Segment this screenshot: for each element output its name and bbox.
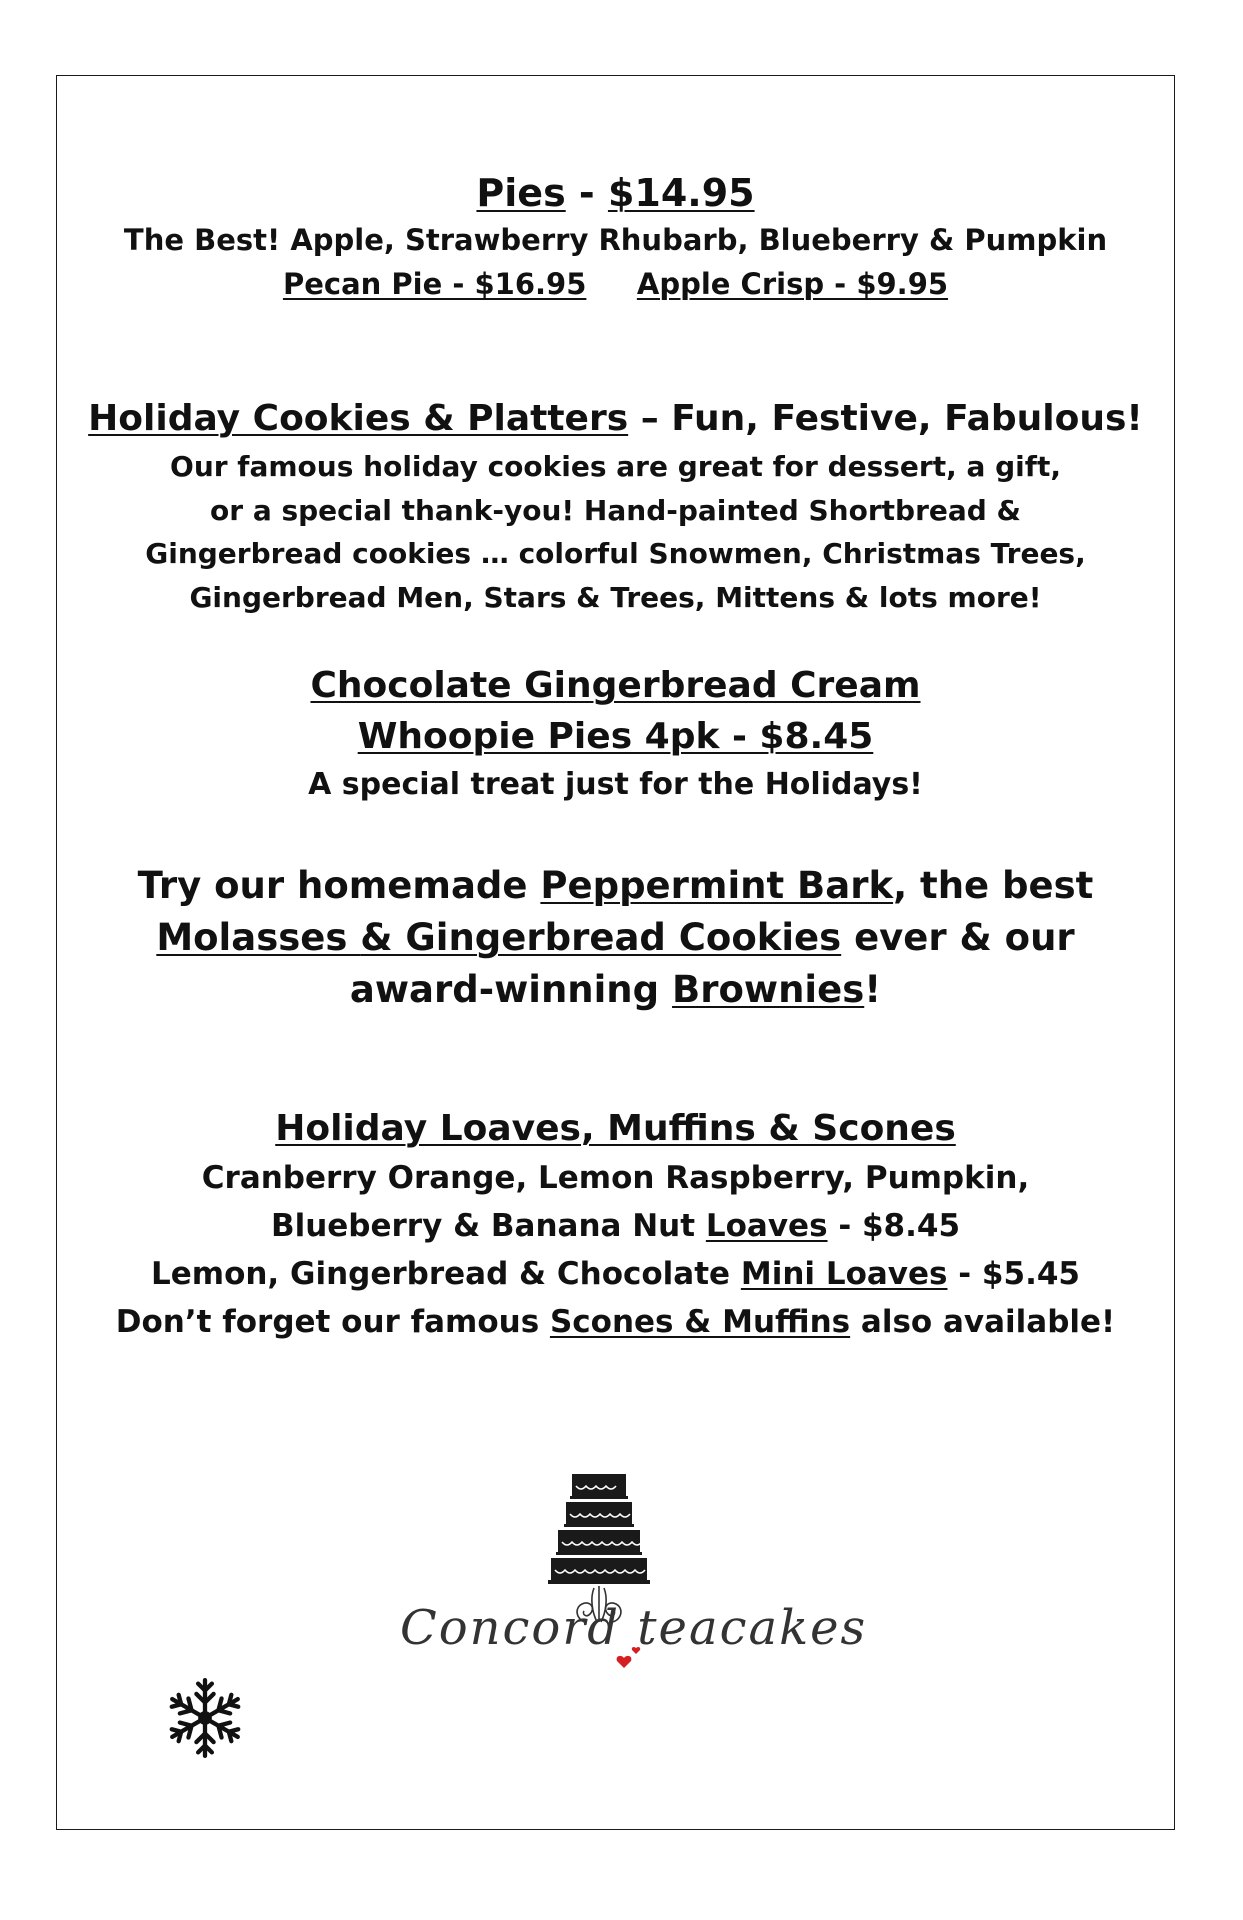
- loaves-section: [56, 1104, 1175, 1346]
- loaves-title: Holiday Loaves, Muffins & Scones: [275, 1108, 956, 1149]
- apple-crisp-price: Apple Crisp - $9.95: [636, 267, 949, 301]
- cookies-section: [56, 393, 1175, 619]
- pies-extras: [56, 262, 1175, 306]
- pecan-pie-price: Pecan Pie - $16.95: [282, 267, 587, 301]
- logo-wordmark: Concord teacakes: [400, 1600, 868, 1656]
- whoopie-section: [56, 660, 1175, 808]
- loaves-line: Cranberry Orange, Lemon Raspberry, Pumpkin,: [201, 1160, 1030, 1196]
- whoopie-title-2: Whoopie Pies 4pk - $8.45: [357, 716, 874, 757]
- pies-flavors: The Best! Apple, Strawberry Rhubarb, Blueberry & Pumpkin: [123, 223, 1108, 257]
- loaves-line: Don’t forget our famous Scones & Muffins also available!: [115, 1304, 1116, 1340]
- pies-title: Pies - $14.95: [476, 171, 755, 215]
- cookies-line: Gingerbread cookies … colorful Snowmen, Christmas Trees,: [145, 537, 1086, 570]
- specials-line-2: Molasses & Gingerbread Cookies ever & our: [156, 916, 1075, 959]
- loaves-line: Lemon, Gingerbread & Chocolate Mini Loaves - $5.45: [150, 1256, 1080, 1292]
- pies-section: [56, 168, 1175, 306]
- cookies-line: Gingerbread Men, Stars & Trees, Mittens & lots more!: [189, 580, 1042, 614]
- specials-section: [56, 860, 1175, 1016]
- cookies-line: Our famous holiday cookies are great for dessert, a gift,: [170, 450, 1061, 483]
- whoopie-description: A special treat just for the Holidays!: [308, 767, 923, 802]
- loaves-line: Blueberry & Banana Nut Loaves - $8.45: [270, 1208, 961, 1244]
- specials-line-1: Try our homemade Peppermint Bark, the best: [137, 864, 1094, 907]
- snowflake-icon: [162, 1675, 248, 1761]
- specials-line-3: award-winning Brownies!: [349, 968, 882, 1011]
- whoopie-title-1: Chocolate Gingerbread Cream: [310, 665, 921, 706]
- cookies-title: Holiday Cookies & Platters – Fun, Festive, Fabulous!: [88, 398, 1143, 439]
- cookies-line: or a special thank-you! Hand-painted Shortbread &: [210, 493, 1021, 527]
